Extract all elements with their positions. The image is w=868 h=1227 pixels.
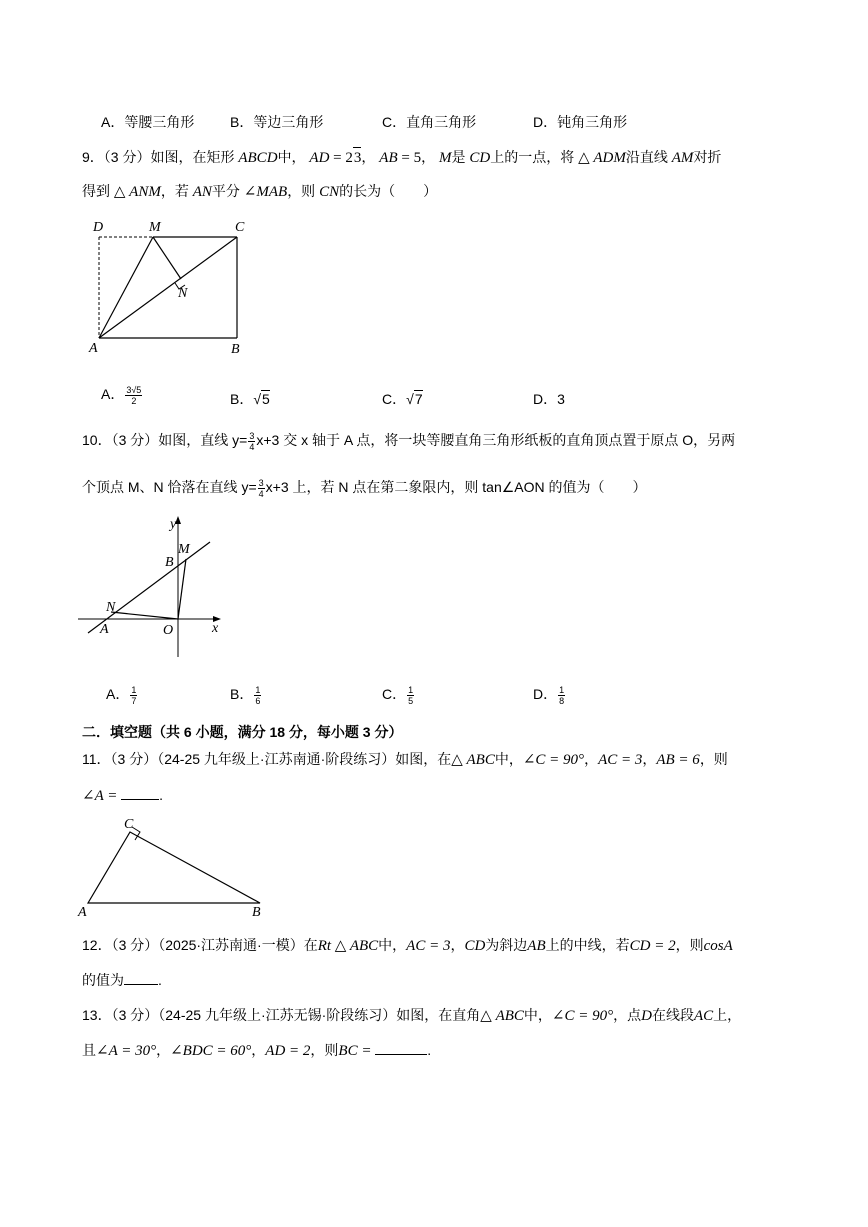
q11-line-2: ∠A = . bbox=[82, 787, 163, 804]
q13-line-2: 且∠A = 30°，∠BDC = 60°，AD = 2，则BC = . bbox=[82, 1042, 432, 1059]
q9-rectangle-figure bbox=[85, 215, 255, 360]
q13-answer-blank[interactable] bbox=[375, 1054, 427, 1055]
q9-label-m: M bbox=[149, 220, 161, 235]
q11-line-1: 11．（3 分）（24-25 九年级上·江苏南通·阶段练习）如图，在△ ABC中，∠C = 90°，AC = 3，AB = 6，则 bbox=[82, 751, 728, 768]
q9-option-a: A． $\frac{3√5}{2}$ bbox=[101, 384, 142, 406]
q8-option-a: A．等腰三角形 bbox=[101, 114, 195, 130]
q9-line-1: 9．（3 分）如图，在矩形 ABCD中， AD = 23， AB = 5， M是 CD上的一点，将 △ ADM沿直线 AM对折 bbox=[82, 149, 722, 166]
q10-line-2: 个顶点 M、N 恰落在直线 y= $\frac{3}{4}$ x+3 上，若 N 点在第二象限内，则 tan∠AON 的值为（ ） bbox=[82, 477, 647, 499]
q9-label-a: A bbox=[89, 341, 98, 356]
q11-triangle-figure bbox=[74, 812, 274, 922]
q9-option-d: D．3 bbox=[533, 391, 565, 407]
q10-label-x: x bbox=[212, 621, 219, 636]
q10-label-a: A bbox=[100, 622, 109, 637]
q11-label-b: B bbox=[252, 905, 261, 920]
q10-line-1: 10．（3 分）如图，直线 y= $\frac{3}{4}$ x+3 交 x 轴于 A 点，将一块等腰直角三角形纸板的直角顶点置于原点 O，另两 bbox=[82, 430, 736, 452]
q13-line-1: 13．（3 分）（24-25 九年级上·江苏无锡·阶段练习）如图，在直角△ ABC中，∠C = 90°，点D在线段AC上， bbox=[82, 1007, 742, 1024]
q12-answer-blank[interactable] bbox=[124, 984, 158, 985]
q11-label-c: C bbox=[124, 817, 134, 832]
q10-label-m: M bbox=[178, 542, 190, 557]
q10-label-y: y bbox=[170, 517, 177, 532]
q10-coordinate-figure bbox=[78, 512, 228, 660]
q8-option-d: D．钝角三角形 bbox=[533, 114, 628, 130]
q9-label-c: C bbox=[235, 220, 245, 235]
q10-label-o: O bbox=[163, 623, 174, 638]
q11-label-a: A bbox=[78, 905, 87, 920]
q9-option-b: B．√5 bbox=[230, 391, 270, 407]
q12-line-2: 的值为 . bbox=[82, 972, 162, 988]
q9-label-n: N bbox=[178, 286, 188, 301]
q10-label-n: N bbox=[106, 600, 116, 615]
q9-line-2: 得到 △ ANM，若 AN平分 ∠MAB，则 CN的长为（ ） bbox=[82, 183, 438, 200]
q8-option-c: C．直角三角形 bbox=[382, 114, 477, 130]
q10-option-a: A． $\frac{1}{7}$ bbox=[106, 684, 137, 706]
q10-option-d: D． $\frac{1}{8}$ bbox=[533, 684, 565, 706]
q8-option-b: B．等边三角形 bbox=[230, 114, 324, 130]
q9-label-d: D bbox=[93, 220, 104, 235]
section-fill-in-heading: 二．填空题（共 6 小题，满分 18 分，每小题 3 分） bbox=[82, 724, 403, 740]
q9-option-c: C．√7 bbox=[382, 391, 423, 407]
q9-label-b: B bbox=[231, 342, 240, 357]
q10-option-b: B． $\frac{1}{6}$ bbox=[230, 684, 261, 706]
q11-answer-blank[interactable] bbox=[121, 799, 159, 800]
q12-line-1: 12．（3 分）（2025·江苏南通·一模）在Rt △ ABC中，AC = 3，CD为斜边AB上的中线，若CD = 2，则cosA bbox=[82, 937, 733, 954]
q10-label-b: B bbox=[165, 555, 174, 570]
q10-option-c: C． $\frac{1}{5}$ bbox=[382, 684, 414, 706]
